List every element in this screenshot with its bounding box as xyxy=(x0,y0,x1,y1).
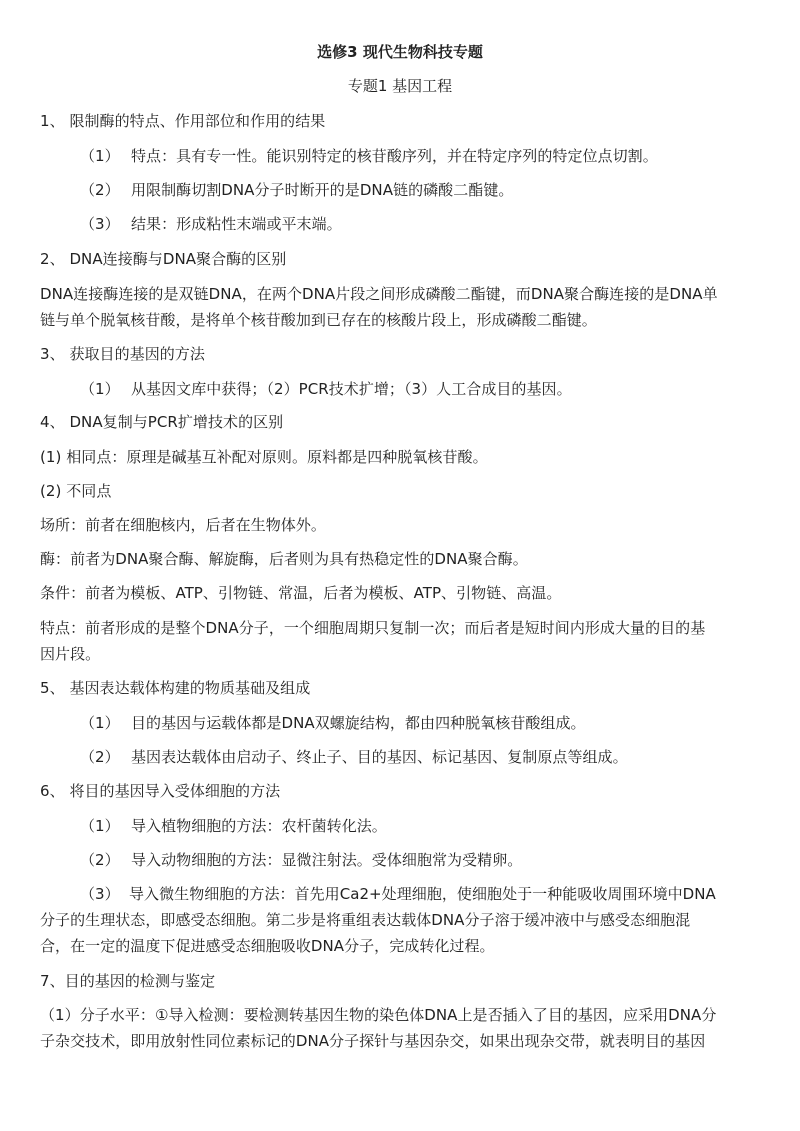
item-text: 导入微生物细胞的方法：首先用Ca2+处理细胞，使细胞处于一种能吸收周围环境中DNA xyxy=(129,885,716,903)
list-item xyxy=(80,849,522,870)
paragraph-line: (1) 相同点：原理是碱基互补配对原则。原料都是四种脱氧核苷酸。 xyxy=(40,448,488,466)
paragraph-line: 子杂交技术，即用放射性同位素标记的DNA分子探针与基因杂交，如果出现杂交带，就表明目的基因 xyxy=(40,1032,706,1050)
document-title: 选修3 现代生物科技专题 xyxy=(317,43,483,61)
item-number: （3） xyxy=(80,885,120,903)
paragraph-line: 特点：前者形成的是整个DNA分子，一个细胞周期只复制一次；而后者是短时间内形成大量的目的基 xyxy=(40,619,706,637)
list-item xyxy=(80,145,658,166)
item-text: 目的基因与运载体都是DNA双螺旋结构，都由四种脱氧核苷酸组成。 xyxy=(131,714,586,732)
item-number: （1） xyxy=(80,714,120,732)
section-3-heading: 3、 获取目的基因的方法 xyxy=(40,345,205,363)
section-1-heading: 1、 限制酶的特点、作用部位和作用的结果 xyxy=(40,112,326,130)
item-number: （1） xyxy=(80,147,120,165)
paragraph-line: 酶：前者为DNA聚合酶、解旋酶，后者则为具有热稳定性的DNA聚合酶。 xyxy=(40,550,528,568)
list-item xyxy=(80,179,513,200)
document-subtitle: 专题1 基因工程 xyxy=(347,77,453,95)
list-item xyxy=(80,746,628,767)
item-text: 用限制酶切割DNA分子时断开的是DNA链的磷酸二酯键。 xyxy=(131,181,514,199)
section-2-heading: 2、 DNA连接酶与DNA聚合酶的区别 xyxy=(40,250,287,268)
list-item xyxy=(80,712,586,733)
item-number: （3） xyxy=(80,215,120,233)
item-number: （1） xyxy=(80,817,120,835)
paragraph-line: 因片段。 xyxy=(40,645,101,663)
item-number: （2） xyxy=(80,181,120,199)
list-item xyxy=(80,378,572,399)
item-text: 导入动物细胞的方法：显微注射法。受体细胞常为受精卵。 xyxy=(131,851,523,869)
item-number: （2） xyxy=(80,748,120,766)
item-text: 从基因文库中获得；（2）PCR技术扩增；（3）人工合成目的基因。 xyxy=(131,380,572,398)
list-item xyxy=(80,883,716,904)
section-6-heading: 6、 将目的基因导入受体细胞的方法 xyxy=(40,782,281,800)
paragraph-line: 链与单个脱氧核苷酸，是将单个核苷酸加到已存在的核酸片段上，形成磷酸二酯键。 xyxy=(40,311,597,329)
section-4-heading: 4、 DNA复制与PCR扩增技术的区别 xyxy=(40,413,284,431)
item-number: （2） xyxy=(80,851,120,869)
paragraph-line: 分子的生理状态，即感受态细胞。第二步是将重组表达载体DNA分子溶于缓冲液中与感受态细胞混 xyxy=(40,911,691,929)
section-5-heading: 5、 基因表达载体构建的物质基础及组成 xyxy=(40,679,311,697)
paragraph-line: 场所：前者在细胞核内，后者在生物体外。 xyxy=(40,516,326,534)
paragraph-line: 条件：前者为模板、ATP、引物链、常温，后者为模板、ATP、引物链、高温。 xyxy=(40,584,562,602)
section-7-heading: 7、目的基因的检测与鉴定 xyxy=(40,972,216,990)
item-text: 结果：形成粘性末端或平末端。 xyxy=(131,215,342,233)
paragraph-line: （1）分子水平：①导入检测：要检测转基因生物的染色体DNA上是否插入了目的基因，应采用DNA分 xyxy=(40,1006,717,1024)
paragraph-line: 合，在一定的温度下促进感受态细胞吸收DNA分子，完成转化过程。 xyxy=(40,937,495,955)
list-item xyxy=(80,815,387,836)
item-number: （1） xyxy=(80,380,120,398)
paragraph-line: DNA连接酶连接的是双链DNA，在两个DNA片段之间形成磷酸二酯键，而DNA聚合酶连接的是DNA单 xyxy=(40,285,718,303)
item-text: 特点：具有专一性。能识别特定的核苷酸序列，并在特定序列的特定位点切割。 xyxy=(131,147,658,165)
list-item xyxy=(80,213,342,234)
item-text: 导入植物细胞的方法：农杆菌转化法。 xyxy=(131,817,387,835)
item-text: 基因表达载体由启动子、终止子、目的基因、标记基因、复制原点等组成。 xyxy=(131,748,628,766)
paragraph-line: (2) 不同点 xyxy=(40,482,112,500)
